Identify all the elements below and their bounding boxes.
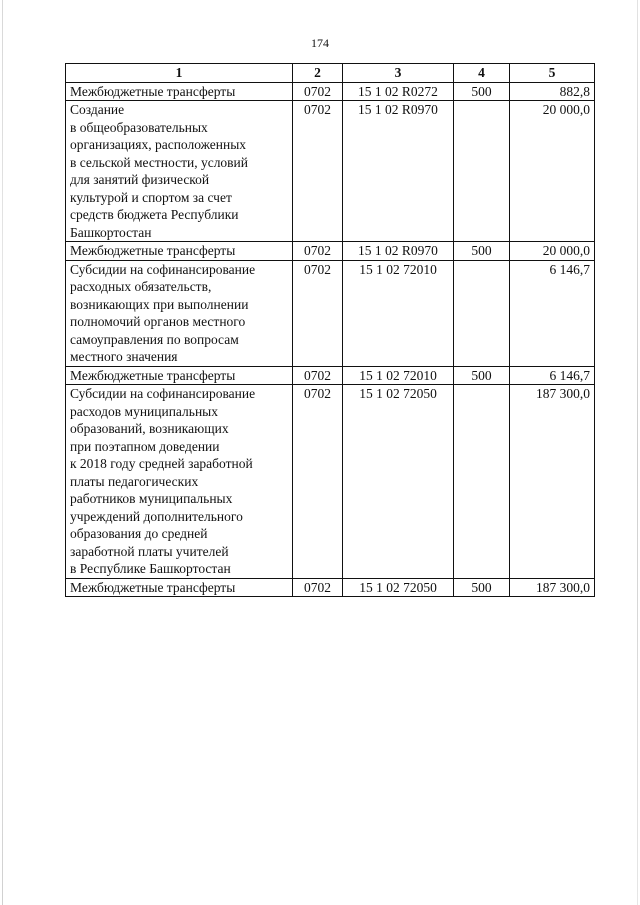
budget-table xyxy=(65,63,595,597)
row-type xyxy=(454,101,510,242)
row-section: 0702 xyxy=(293,101,343,242)
row-type: 500 xyxy=(454,366,510,385)
row-type: 500 xyxy=(454,578,510,597)
row-code: 15 1 02 72010 xyxy=(343,260,454,366)
row-amount: 882,8 xyxy=(510,82,595,101)
row-section: 0702 xyxy=(293,260,343,366)
row-type xyxy=(454,260,510,366)
row-amount: 187 300,0 xyxy=(510,578,595,597)
row-name: Субсидии на софинансирование расходных обязательств, возникающих при выполнении полномочий органов местного самоуправления по вопросам местного значения xyxy=(66,260,293,366)
row-amount: 20 000,0 xyxy=(510,242,595,261)
row-code: 15 1 02 R0272 xyxy=(343,82,454,101)
column-header-amount: 5 xyxy=(510,64,595,83)
row-name: Создание в общеобразовательных организациях, расположенных в сельской местности, условий для занятий физической культурой и спортом за счет средств бюджета Республики Башкортостан xyxy=(66,101,293,242)
row-amount: 6 146,7 xyxy=(510,260,595,366)
row-code: 15 1 02 72050 xyxy=(343,385,454,579)
table-header-row xyxy=(66,64,595,83)
row-section: 0702 xyxy=(293,242,343,261)
row-section: 0702 xyxy=(293,578,343,597)
table-row xyxy=(66,82,595,101)
row-code: 15 1 02 72050 xyxy=(343,578,454,597)
row-section: 0702 xyxy=(293,82,343,101)
row-name: Межбюджетные трансферты xyxy=(66,366,293,385)
column-header-code: 3 xyxy=(343,64,454,83)
table-row xyxy=(66,260,595,366)
row-name: Межбюджетные трансферты xyxy=(66,82,293,101)
row-code: 15 1 02 R0970 xyxy=(343,242,454,261)
row-type: 500 xyxy=(454,82,510,101)
table-row xyxy=(66,242,595,261)
row-name: Межбюджетные трансферты xyxy=(66,578,293,597)
row-amount: 20 000,0 xyxy=(510,101,595,242)
page-number: 174 xyxy=(311,36,329,50)
scan-edge-right xyxy=(637,0,638,905)
table-row xyxy=(66,101,595,242)
row-section: 0702 xyxy=(293,385,343,579)
row-amount: 6 146,7 xyxy=(510,366,595,385)
row-type xyxy=(454,385,510,579)
row-amount: 187 300,0 xyxy=(510,385,595,579)
row-section: 0702 xyxy=(293,366,343,385)
row-name: Субсидии на софинансирование расходов муниципальных образований, возникающих при поэтапном доведении к 2018 году средней заработной платы педагогических работников муниципальных учреждений дополнительного образования до средней заработной платы учителей в Республике Башкортостан xyxy=(66,385,293,579)
column-header-type: 4 xyxy=(454,64,510,83)
table-row xyxy=(66,385,595,579)
table-row xyxy=(66,578,595,597)
column-header-name: 1 xyxy=(66,64,293,83)
scan-edge-left xyxy=(2,0,3,905)
row-name: Межбюджетные трансферты xyxy=(66,242,293,261)
row-type: 500 xyxy=(454,242,510,261)
row-code: 15 1 02 R0970 xyxy=(343,101,454,242)
table-row xyxy=(66,366,595,385)
row-code: 15 1 02 72010 xyxy=(343,366,454,385)
column-header-section: 2 xyxy=(293,64,343,83)
